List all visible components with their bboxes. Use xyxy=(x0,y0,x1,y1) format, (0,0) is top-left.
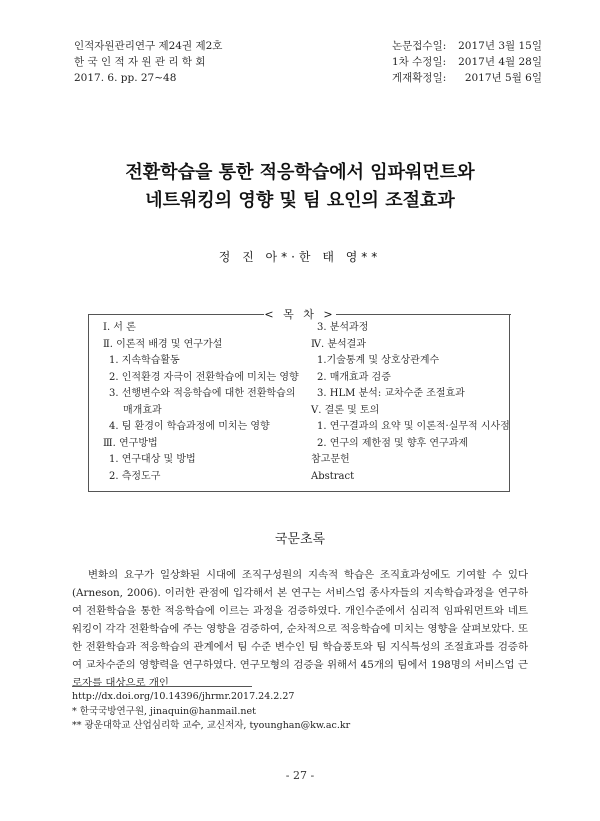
abstract-text: 변화의 요구가 일상화된 시대에 조직구성원의 지속적 학습은 조직효과성에도 기여할 수 있다(Arneson, 2006). 이러한 관점에 입각해서 본 연구는 서비스업 종사자들의 지속학습과정을 연구하여 전환학습을 통한 적응학습에 이르는 과정을 검증하였다. 개인수준에서 심리적 임파워먼트와 네트워킹이 각각 전환학습에 주는 영향을 검증하여, 순차적으로 적응학습에 미치는 영향을 살펴보았다. 또한 전환학습과 적응학습의 관계에서 팀 수준 변수인 팀 학습풍토와 팀 지식특성의 조절효과를 검증하여 교차수준의 영향력을 연구하였다. 연구모형의 검증을 위해서 45개의 팀에서 198명의 서비스업 근로자를 대상으로 개인 xyxy=(72,569,528,689)
toc-item: 2. 인적환경 자극이 전환학습에 미치는 영향 xyxy=(109,371,299,383)
toc-item: 매개효과 xyxy=(123,404,162,416)
toc-item: Ⅳ. 분석결과 xyxy=(311,338,366,350)
date-row: 논문접수일: 2017년 3월 15일 xyxy=(392,40,542,52)
issue-info: 2017. 6. pp. 27∼48 xyxy=(74,72,177,84)
toc-item: 3. 분석과정 xyxy=(317,322,369,333)
abstract-heading: 국문초록 xyxy=(274,532,326,547)
toc-item: 참고문헌 xyxy=(311,454,350,465)
toc-right-column xyxy=(311,320,510,485)
footnotes xyxy=(72,690,350,734)
date-row: 게재확정일: 2017년 5월 6일 xyxy=(392,72,542,84)
toc-item: 3. HLM 분석: 교차수준 조절효과 xyxy=(317,388,465,399)
toc-item: 2. 연구의 제한점 및 향후 연구과제 xyxy=(317,437,469,449)
toc-left-column xyxy=(103,320,299,485)
toc-item: 2. 매개효과 검증 xyxy=(317,371,391,383)
title-line-1: 전환학습을 통한 적응학습에서 임파워먼트와 xyxy=(125,162,475,183)
toc-item: Ⅱ. 이론적 배경 및 연구가설 xyxy=(103,338,223,350)
submission-dates xyxy=(392,38,542,86)
footnote-author-2: ** 광운대학교 산업심리학 교수, 교신저자, tyounghan@kw.ac.kr xyxy=(72,720,351,731)
toc-item: 1. 연구결과의 요약 및 이론적·실무적 시사점 xyxy=(317,421,510,432)
toc-heading: < 목 차 > xyxy=(264,308,336,321)
doi-link[interactable]: http://dx.doi.org/10.14396/jhrmr.2017.24.2.27 xyxy=(72,691,295,702)
toc-item: 4. 팀 환경이 학습과정에 미치는 영향 xyxy=(109,421,270,432)
toc-divider xyxy=(88,314,264,315)
toc-item: Ⅲ. 연구방법 xyxy=(103,437,158,449)
journal-header xyxy=(74,38,222,86)
society-name: 한 국 인 적 자 원 관 리 학 회 xyxy=(74,56,206,68)
title-line-2: 네트워킹의 영향 및 팀 요인의 조절효과 xyxy=(145,190,455,211)
toc-item: 1. 지속학습활동 xyxy=(109,355,180,366)
toc-item: Abstract xyxy=(311,470,355,482)
footnote-author-1: * 한국국방연구원, jinaquin@hanmail.net xyxy=(72,705,256,717)
journal-name: 인적자원관리연구 제24권 제2호 xyxy=(74,40,223,52)
toc-item: 1. 연구대상 및 방법 xyxy=(109,454,196,465)
abstract-body xyxy=(72,566,528,692)
page-number: - 27 - xyxy=(285,769,315,782)
authors: 정 진 아*·한 태 영** xyxy=(218,250,382,264)
toc-item: 3. 선행변수와 적응학습에 대한 전환학습의 xyxy=(109,388,296,399)
date-row: 1차 수정일: 2017년 4월 28일 xyxy=(392,56,542,68)
toc-item: 2. 측정도구 xyxy=(109,470,161,482)
toc-item: 1.기술통계 및 상호상관계수 xyxy=(317,355,440,366)
toc-item: Ⅴ. 결론 및 토의 xyxy=(311,404,380,416)
footnote-divider xyxy=(72,686,252,687)
toc-divider xyxy=(335,314,511,315)
toc-item: Ⅰ. 서 론 xyxy=(103,322,136,333)
